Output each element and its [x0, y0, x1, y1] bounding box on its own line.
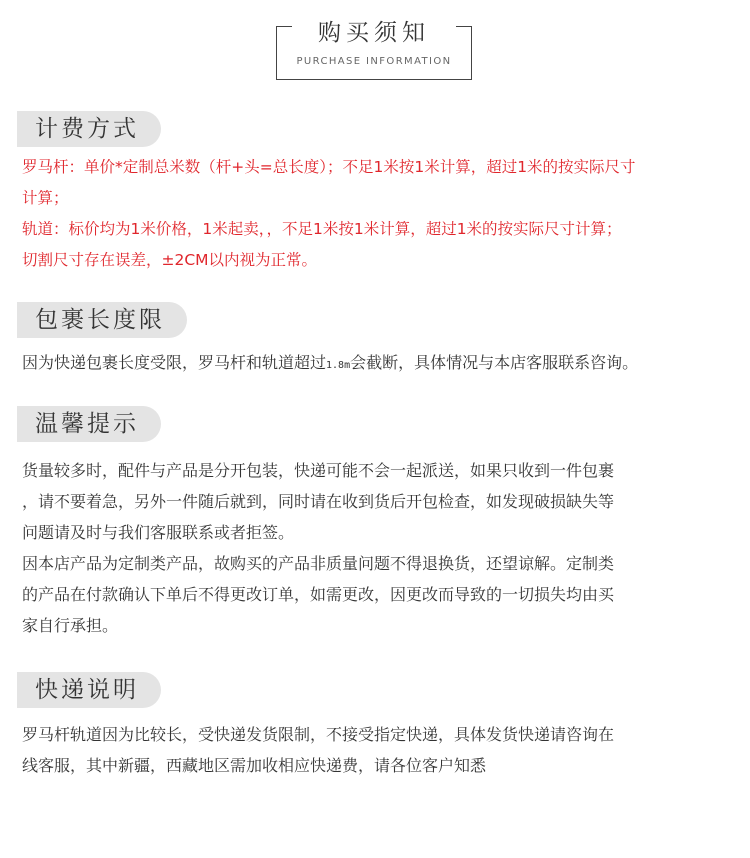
shipping-text: [22, 719, 734, 781]
shipping-line-2: 线客服，其中新疆，西藏地区需加收相应快递费，请各位客户知悉: [22, 756, 487, 775]
purchase-info-header: [276, 20, 472, 80]
billing-line-1: 罗马杆：单价*定制总米数（杆+头=总长度）；不足1米按1米计算，超过1米的按实际尺寸: [22, 158, 636, 176]
tips-line-6: 家自行承担。: [22, 616, 119, 635]
package-text-before: 因为快递包裹长度受限，罗马杆和轨道超过: [22, 353, 327, 372]
section-label-tips: 温馨提示: [17, 406, 161, 442]
package-length-limit: 1.8m: [326, 360, 351, 371]
section-label-shipping: 快递说明: [17, 672, 161, 708]
tips-text: [22, 455, 734, 641]
section-label-billing: 计费方式: [17, 111, 161, 147]
tips-line-2: ，请不要着急，另外一件随后就到，同时请在收到货后开包检查，如发现破损缺失等: [22, 492, 615, 511]
billing-line-2: 计算；: [22, 189, 69, 207]
tips-line-3: 问题请及时与我们客服联系或者拒签。: [22, 523, 295, 542]
section-label-package: 包裹长度限: [17, 302, 187, 338]
package-text-after: 会截断，具体情况与本店客服联系咨询。: [350, 353, 639, 372]
tips-line-5: 的产品在付款确认下单后不得更改订单，如需更改，因更改而导致的一切损失均由买: [22, 585, 615, 604]
tips-line-1: 货量较多时，配件与产品是分开包装，快递可能不会一起派送，如果只收到一件包裹: [22, 461, 615, 480]
tips-line-4: 因本店产品为定制类产品，故购买的产品非质量问题不得退换货，还望谅解。定制类: [22, 554, 615, 573]
page-subtitle: PURCHASE INFORMATION: [296, 56, 452, 67]
package-text: [22, 347, 734, 381]
shipping-line-1: 罗马杆轨道因为比较长，受快递发货限制，不接受指定快递，具体发货快递请咨询在: [22, 725, 615, 744]
billing-text: [22, 152, 734, 276]
billing-line-4: 切割尺寸存在误差，±2CM以内视为正常。: [22, 251, 318, 269]
page-title: 购买须知: [318, 20, 430, 46]
billing-line-3: 轨道：标价均为1米价格，1米起卖，，不足1米按1米计算，超过1米的按实际尺寸计算；: [22, 220, 622, 238]
